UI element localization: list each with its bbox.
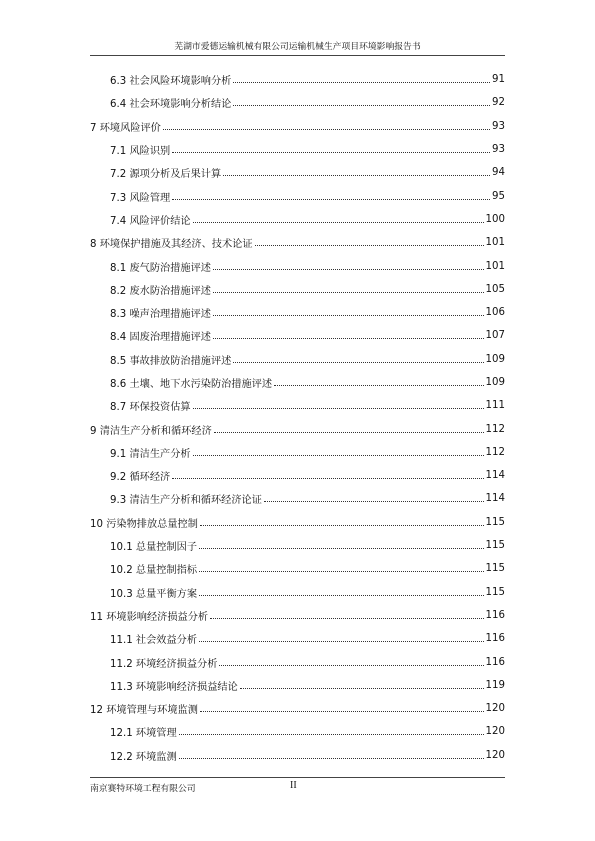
toc-entry-page: 101 [485,237,505,249]
toc-entry[interactable] [90,91,505,114]
toc-entry[interactable] [90,487,505,510]
toc-entry[interactable] [90,254,505,277]
toc-dot-leader [179,734,484,735]
toc-entry-page: 105 [485,283,505,295]
toc-entry[interactable] [90,417,505,440]
toc-entry-page: 119 [485,679,505,691]
toc-entry-title: 11.3 环境影响经济损益结论 [110,681,238,693]
toc-entry-page: 95 [492,190,505,202]
toc-dot-leader [240,688,484,689]
toc-dot-leader [193,408,484,409]
toc-entry-title: 7.4 风险评价结论 [110,215,191,227]
toc-entry-page: 116 [485,633,505,645]
toc-entry-title: 10.2 总量控制指标 [110,565,198,577]
toc-entry-page: 116 [485,656,505,668]
toc-entry-title: 8.7 环保投资估算 [110,402,191,414]
toc-entry-page: 115 [485,586,505,598]
toc-entry[interactable] [90,557,505,580]
toc-entry-page: 120 [485,749,505,761]
toc-dot-leader [210,618,483,619]
toc-dot-leader [199,595,484,596]
toc-dot-leader [193,222,484,223]
toc-entry-title: 7.3 风险管理 [110,192,171,204]
toc-entry-page: 93 [492,144,505,156]
toc-dot-leader [193,455,484,456]
toc-entry[interactable] [90,674,505,697]
toc-dot-leader [213,315,484,316]
toc-dot-leader [200,525,484,526]
toc-dot-leader [233,82,490,83]
toc-dot-leader [213,292,484,293]
toc-dot-leader [213,338,484,339]
toc-entry[interactable] [90,441,505,464]
toc-entry-title: 10 污染物排放总量控制 [90,518,198,530]
toc-entry-page: 92 [492,97,505,109]
toc-entry-page: 115 [485,540,505,552]
toc-entry-title: 8.4 固废治理措施评述 [110,332,211,344]
toc-dot-leader [213,269,484,270]
page-header: 芜湖市爱德运输机械有限公司运输机械生产项目环境影响报告书 [90,40,505,56]
toc-entry-title: 8.2 废水防治措施评述 [110,285,211,297]
toc-entry[interactable] [90,511,505,534]
toc-entry[interactable] [90,138,505,161]
toc-entry-title: 8.1 废气防治措施评述 [110,262,211,274]
toc-dot-leader [199,571,484,572]
toc-entry-title: 11.2 环境经济损益分析 [110,658,218,670]
toc-dot-leader [274,385,483,386]
toc-entry[interactable] [90,278,505,301]
toc-entry[interactable] [90,627,505,650]
toc-dot-leader [233,362,483,363]
toc-entry-page: 112 [485,423,505,435]
toc-entry-title: 8 环境保护措施及其经济、技术论证 [90,239,253,251]
toc-entry-title: 12.1 环境管理 [110,728,177,740]
toc-entry-title: 7 环境风险评价 [90,122,161,134]
toc-entry-title: 8.5 事故排放防治措施评述 [110,355,232,367]
toc-entry[interactable] [90,184,505,207]
toc-entry-page: 100 [485,213,505,225]
toc-entry-page: 109 [485,377,505,388]
toc-entry[interactable] [90,464,505,487]
toc-entry[interactable] [90,231,505,254]
toc-entry[interactable] [90,697,505,720]
toc-entry-title: 12.2 环境监测 [110,751,177,763]
toc-entry-page: 114 [485,493,505,505]
toc-dot-leader [264,501,484,502]
toc-dot-leader [172,199,490,200]
toc-entry-page: 120 [485,726,505,738]
footer-page-number: II [290,780,297,791]
toc-entry-title: 8.3 噪声治理措施评述 [110,309,211,321]
toc-entry[interactable] [90,68,505,91]
toc-dot-leader [172,478,483,479]
toc-entry[interactable] [90,604,505,627]
toc-entry-page: 91 [492,74,505,86]
toc-entry-title: 6.4 社会环境影响分析结论 [110,99,232,111]
toc-entry-page: 115 [485,563,505,575]
toc-entry-page: 109 [485,353,505,365]
footer-divider [90,777,505,778]
toc-entry-page: 120 [485,703,505,715]
toc-entry-page: 114 [485,470,505,482]
toc-entry-page: 93 [492,120,505,132]
toc-entry-title: 10.1 总量控制因子 [110,542,198,554]
toc-dot-leader [163,129,490,130]
toc-entry[interactable] [90,650,505,673]
toc-entry-page: 112 [485,446,505,458]
toc-entry-title: 11 环境影响经济损益分析 [90,611,209,623]
toc-entry[interactable] [90,324,505,347]
toc-entry-title: 9 清洁生产分析和循环经济 [90,425,212,437]
toc-entry-title: 7.1 风险识别 [110,146,171,158]
toc-dot-leader [233,105,490,106]
toc-entry[interactable] [90,161,505,184]
toc-entry-title: 6.3 社会风险环境影响分析 [110,76,232,88]
toc-entry[interactable] [90,581,505,604]
toc-dot-leader [199,641,484,642]
toc-entry[interactable] [90,348,505,371]
toc-entry-title: 9.2 循环经济 [110,472,171,484]
toc-entry[interactable] [90,371,505,394]
toc-entry-title: 12 环境管理与环境监测 [90,705,198,717]
toc-entry-page: 94 [492,167,505,179]
toc-entry-page: 111 [485,400,505,412]
toc-dot-leader [214,432,484,433]
toc-entry-page: 101 [485,260,505,272]
toc-entry-title: 10.3 总量平衡方案 [110,588,198,600]
toc-entry-title: 7.2 源项分析及后果计算 [110,169,222,181]
toc-dot-leader [255,245,484,246]
toc-entry-page: 107 [485,330,505,342]
toc-dot-leader [219,665,483,666]
toc-entry-page: 115 [485,516,505,528]
toc-entry-title: 11.1 社会效益分析 [110,635,198,647]
toc-entry[interactable] [90,534,505,557]
table-of-contents [90,68,505,767]
footer-company: 南京赛特环境工程有限公司 [90,784,196,794]
toc-dot-leader [179,758,484,759]
toc-entry-title: 9.1 清洁生产分析 [110,448,191,460]
toc-dot-leader [223,175,490,176]
toc-dot-leader [200,711,484,712]
toc-entry[interactable] [90,720,505,743]
toc-entry-page: 116 [485,609,505,621]
toc-entry-title: 9.3 清洁生产分析和循环经济论证 [110,495,262,507]
toc-entry[interactable] [90,208,505,231]
toc-entry-page: 106 [485,307,505,319]
toc-entry[interactable] [90,115,505,138]
toc-entry[interactable] [90,301,505,324]
toc-entry[interactable] [90,394,505,417]
toc-dot-leader [172,152,490,153]
toc-entry-title: 8.6 土壤、地下水污染防治措施评述 [110,379,273,390]
toc-entry[interactable] [90,744,505,767]
toc-dot-leader [199,548,484,549]
